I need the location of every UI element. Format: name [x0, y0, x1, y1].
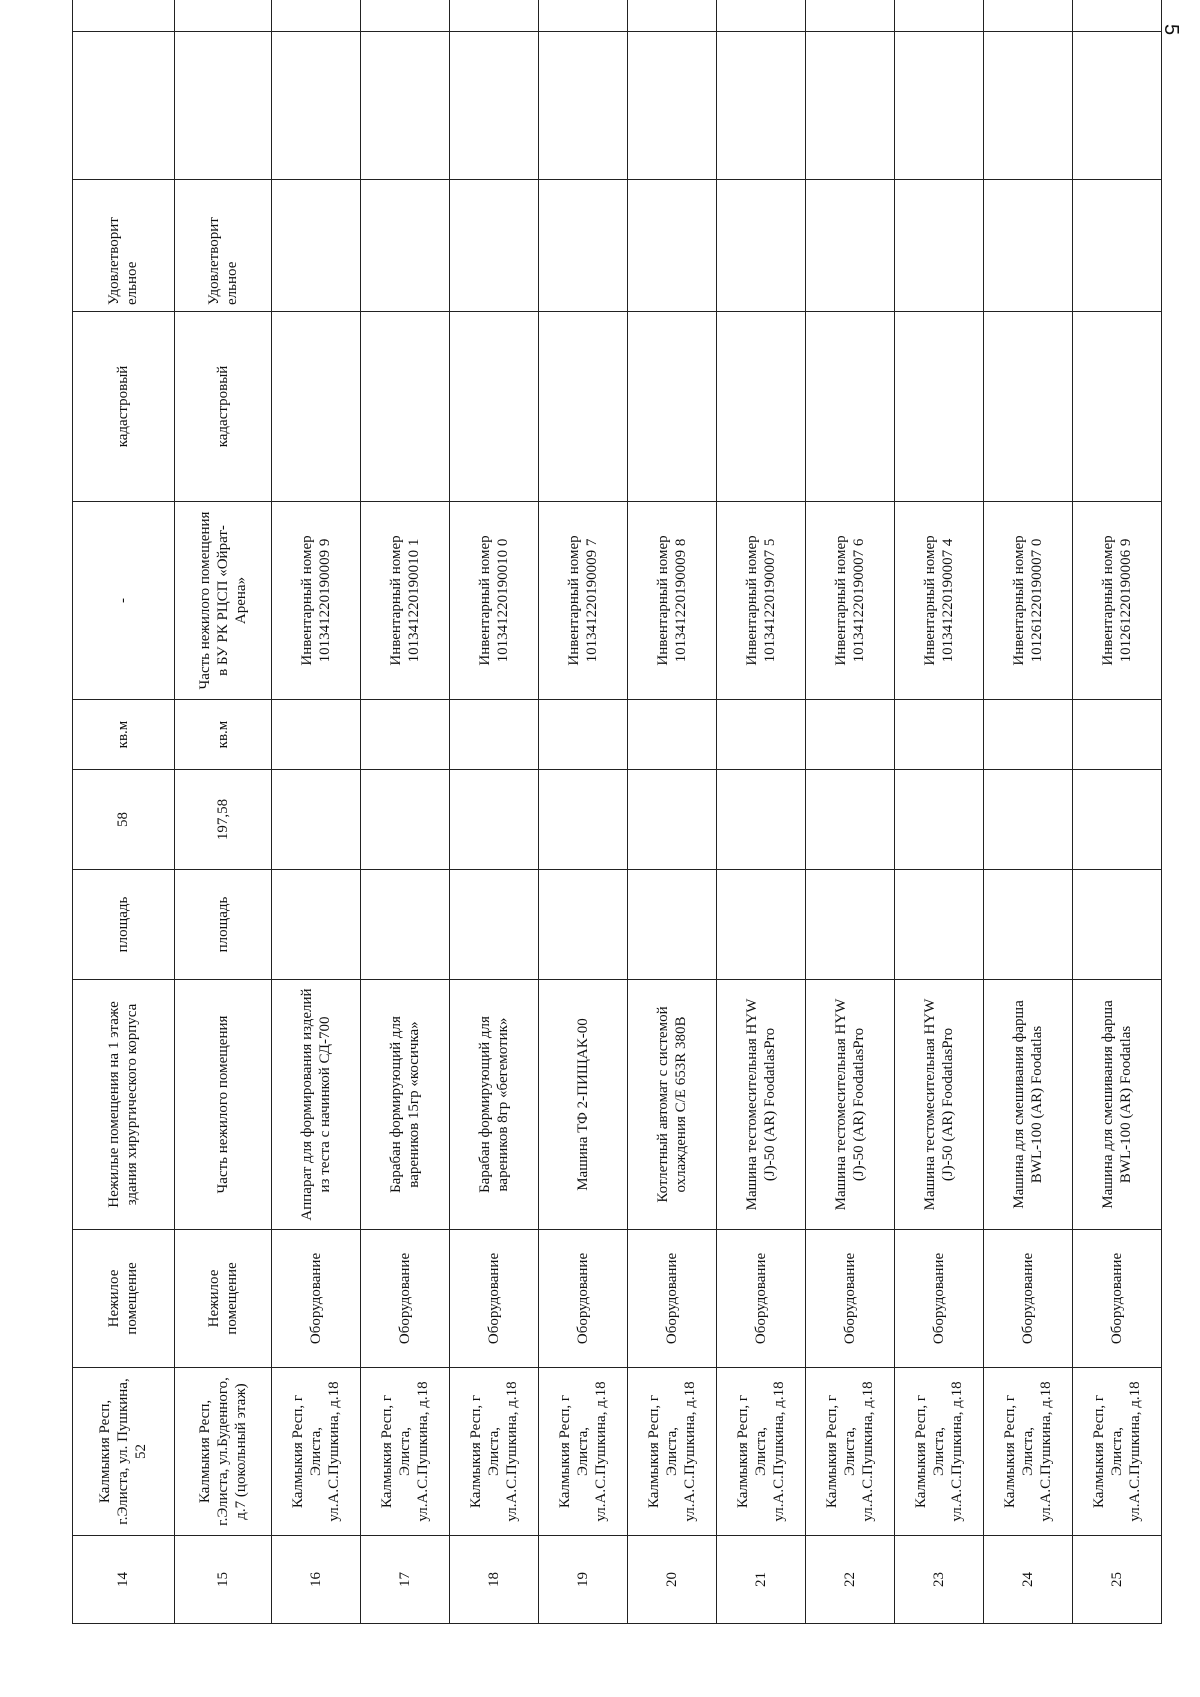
cell-inventory: Инвентарный номер 101261220190007 0: [984, 502, 1073, 700]
cell-name: Машина тестомесительная HYW (J)-50 (AR) FoodatlasPro: [717, 980, 806, 1230]
cell-address: Калмыкия Респ, г.Элиста, ул. Пушкина, 52: [73, 1368, 175, 1536]
cell-type: Оборудование: [450, 1230, 539, 1368]
table-row: [895, 0, 984, 1624]
cell-extra1: [895, 32, 984, 180]
cell-condition: [717, 180, 806, 312]
cell-condition: [1073, 180, 1162, 312]
cell-param: [539, 870, 628, 980]
cell-number-type: [272, 312, 361, 502]
cell-num: 23: [895, 1536, 984, 1624]
cell-condition: [984, 180, 1073, 312]
cell-type: Оборудование: [984, 1230, 1073, 1368]
cell-inventory: Инвентарный номер 101341220190010 0: [450, 502, 539, 700]
table-row: [806, 0, 895, 1624]
table-row: [984, 0, 1073, 1624]
cell-type: Оборудование: [717, 1230, 806, 1368]
table-row: [717, 0, 806, 1624]
cell-type: Оборудование: [895, 1230, 984, 1368]
cell-num: 21: [717, 1536, 806, 1624]
table-row: [1073, 0, 1162, 1624]
cell-number-type: кадастровый: [174, 312, 271, 502]
cell-condition: Удовлетворит ельное: [174, 180, 271, 312]
cell-address: Калмыкия Респ, г Элиста, ул.А.С.Пушкина, д.18: [717, 1368, 806, 1536]
cell-name: Нежилые помещения на 1 этаже здания хирургического корпуса: [73, 980, 175, 1230]
cell-num: 14: [73, 1536, 175, 1624]
cell-unit: [539, 700, 628, 770]
cell-address: Калмыкия Респ, г Элиста, ул.А.С.Пушкина, д.18: [450, 1368, 539, 1536]
cell-extra2: [895, 0, 984, 32]
cell-inventory: Инвентарный номер 101341220190009 7: [539, 502, 628, 700]
cell-num: 17: [361, 1536, 450, 1624]
cell-extra2: [361, 0, 450, 32]
cell-name: Котлетный автомат с системой охлаждения C/E 653R 380B: [628, 980, 717, 1230]
cell-unit: [450, 700, 539, 770]
cell-number-type: кадастровый: [73, 312, 175, 502]
cell-extra1: [272, 32, 361, 180]
cell-inventory: Инвентарный номер 101341220190010 1: [361, 502, 450, 700]
table-row: [450, 0, 539, 1624]
cell-inventory: Инвентарный номер 101261220190006 9: [1073, 502, 1162, 700]
cell-extra2: [174, 0, 271, 32]
cell-extra1: [450, 32, 539, 180]
cell-num: 25: [1073, 1536, 1162, 1624]
cell-unit: [272, 700, 361, 770]
cell-unit: [895, 700, 984, 770]
cell-type: Оборудование: [628, 1230, 717, 1368]
cell-extra1: [174, 32, 271, 180]
property-table: [72, 0, 1162, 1624]
cell-param: [806, 870, 895, 980]
cell-condition: [272, 180, 361, 312]
cell-value: 197,58: [174, 770, 271, 870]
cell-number-type: [895, 312, 984, 502]
cell-extra1: [806, 32, 895, 180]
cell-param: [984, 870, 1073, 980]
cell-extra1: [361, 32, 450, 180]
cell-name: Барабан формирующий для вареников 15гр «косичка»: [361, 980, 450, 1230]
cell-condition: [806, 180, 895, 312]
cell-inventory: Инвентарный номер 101341220190007 5: [717, 502, 806, 700]
table-row: [174, 0, 271, 1624]
cell-extra2: [1073, 0, 1162, 32]
cell-name: Машина тестомесительная HYW (J)-50 (AR) FoodatlasPro: [806, 980, 895, 1230]
cell-type: Оборудование: [272, 1230, 361, 1368]
cell-extra2: [984, 0, 1073, 32]
cell-number-type: [450, 312, 539, 502]
table-row: [272, 0, 361, 1624]
cell-number-type: [539, 312, 628, 502]
cell-condition: [361, 180, 450, 312]
cell-num: 22: [806, 1536, 895, 1624]
cell-extra2: [717, 0, 806, 32]
cell-condition: [450, 180, 539, 312]
cell-name: Часть нежилого помещения: [174, 980, 271, 1230]
table-row: [73, 0, 175, 1624]
cell-extra1: [984, 32, 1073, 180]
cell-unit: [361, 700, 450, 770]
cell-extra1: [73, 32, 175, 180]
cell-address: Калмыкия Респ, г Элиста, ул.А.С.Пушкина, д.18: [984, 1368, 1073, 1536]
cell-name: Аппарат для формирования изделий из теста с начинкой СД-700: [272, 980, 361, 1230]
cell-number-type: [1073, 312, 1162, 502]
cell-value: [895, 770, 984, 870]
cell-unit: кв.м: [73, 700, 175, 770]
cell-name: Машина тестомесительная HYW (J)-50 (AR) FoodatlasPro: [895, 980, 984, 1230]
cell-inventory: Часть нежилого помещения в БУ РК РЦСП «Ойрат-Арена»: [174, 502, 271, 700]
cell-value: [717, 770, 806, 870]
cell-value: 58: [73, 770, 175, 870]
cell-param: [361, 870, 450, 980]
cell-param: [717, 870, 806, 980]
cell-extra1: [539, 32, 628, 180]
cell-type: Оборудование: [539, 1230, 628, 1368]
table-row: [628, 0, 717, 1624]
cell-unit: [984, 700, 1073, 770]
cell-type: Оборудование: [806, 1230, 895, 1368]
cell-extra2: [539, 0, 628, 32]
cell-value: [984, 770, 1073, 870]
cell-param: [1073, 870, 1162, 980]
cell-address: Калмыкия Респ, г Элиста, ул.А.С.Пушкина, д.18: [361, 1368, 450, 1536]
cell-inventory: Инвентарный номер 101341220190007 6: [806, 502, 895, 700]
cell-num: 24: [984, 1536, 1073, 1624]
cell-name: Машина для смешивания фарша BWL-100 (AR) Foodatlas: [984, 980, 1073, 1230]
cell-type: Оборудование: [1073, 1230, 1162, 1368]
table-row: [361, 0, 450, 1624]
cell-param: [450, 870, 539, 980]
cell-param: [272, 870, 361, 980]
cell-value: [1073, 770, 1162, 870]
cell-number-type: [806, 312, 895, 502]
cell-address: Калмыкия Респ, г Элиста, ул.А.С.Пушкина, д.18: [806, 1368, 895, 1536]
cell-address: Калмыкия Респ, г Элиста, ул.А.С.Пушкина, д.18: [895, 1368, 984, 1536]
cell-value: [450, 770, 539, 870]
cell-name: Машина для смешивания фарша BWL-100 (AR) Foodatlas: [1073, 980, 1162, 1230]
rotated-table-container: [72, 48, 1162, 1624]
cell-num: 19: [539, 1536, 628, 1624]
cell-address: Калмыкия Респ, г Элиста, ул.А.С.Пушкина, д.18: [628, 1368, 717, 1536]
cell-extra2: [806, 0, 895, 32]
cell-extra2: [73, 0, 175, 32]
cell-value: [628, 770, 717, 870]
cell-address: Калмыкия Респ, г Элиста, ул.А.С.Пушкина, д.18: [539, 1368, 628, 1536]
cell-value: [272, 770, 361, 870]
cell-number-type: [628, 312, 717, 502]
cell-type: Нежилое помещение: [73, 1230, 175, 1368]
cell-number-type: [984, 312, 1073, 502]
cell-extra1: [717, 32, 806, 180]
cell-unit: кв.м: [174, 700, 271, 770]
page-number: 5: [1159, 23, 1182, 36]
cell-extra1: [628, 32, 717, 180]
cell-extra2: [628, 0, 717, 32]
cell-value: [361, 770, 450, 870]
cell-unit: [1073, 700, 1162, 770]
cell-inventory: Инвентарный номер 101341220190007 4: [895, 502, 984, 700]
table-row: [539, 0, 628, 1624]
cell-number-type: [361, 312, 450, 502]
cell-condition: Удовлетворит ельное: [73, 180, 175, 312]
cell-num: 15: [174, 1536, 271, 1624]
cell-value: [806, 770, 895, 870]
cell-type: Оборудование: [361, 1230, 450, 1368]
cell-unit: [806, 700, 895, 770]
cell-inventory: -: [73, 502, 175, 700]
cell-unit: [628, 700, 717, 770]
cell-extra2: [272, 0, 361, 32]
cell-unit: [717, 700, 806, 770]
cell-param: [628, 870, 717, 980]
cell-name: Барабан формирующий для вареников 8гр «бегемотик»: [450, 980, 539, 1230]
cell-name: Машина ТФ 2-ПИЩАК-00: [539, 980, 628, 1230]
cell-extra2: [450, 0, 539, 32]
cell-param: площадь: [174, 870, 271, 980]
cell-type: Нежилое помещение: [174, 1230, 271, 1368]
cell-inventory: Инвентарный номер 101341220190009 8: [628, 502, 717, 700]
cell-condition: [628, 180, 717, 312]
cell-num: 20: [628, 1536, 717, 1624]
cell-value: [539, 770, 628, 870]
cell-address: Калмыкия Респ, г Элиста, ул.А.С.Пушкина, д.18: [272, 1368, 361, 1536]
cell-address: Калмыкия Респ, г Элиста, ул.А.С.Пушкина, д.18: [1073, 1368, 1162, 1536]
cell-num: 18: [450, 1536, 539, 1624]
cell-param: площадь: [73, 870, 175, 980]
cell-condition: [895, 180, 984, 312]
cell-extra1: [1073, 32, 1162, 180]
cell-inventory: Инвентарный номер 101341220190009 9: [272, 502, 361, 700]
cell-condition: [539, 180, 628, 312]
cell-address: Калмыкия Респ, г.Элиста, ул.Буденного, д.7 (цокольный этаж): [174, 1368, 271, 1536]
cell-num: 16: [272, 1536, 361, 1624]
cell-param: [895, 870, 984, 980]
cell-number-type: [717, 312, 806, 502]
